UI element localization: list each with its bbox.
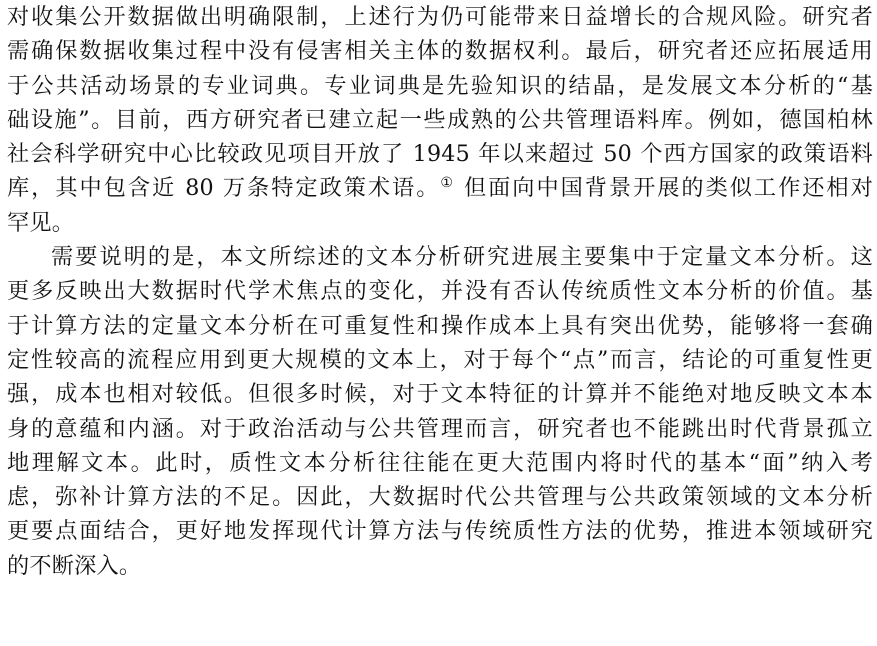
- text-line: 定性较高的流程应用到更大规模的文本上，对于每个“点”而言，结论的可重复性更: [7, 346, 873, 373]
- paragraph-2: [7, 240, 873, 583]
- text-line: 更要点面结合，更好地发挥现代计算方法与传统质性方法的优势，推进本领域研究: [7, 518, 873, 545]
- text-line: 强，成本也相对较低。但很多时候，对于文本特征的计算并不能绝对地反映文本本: [7, 381, 873, 408]
- footnote-marker[interactable]: ①: [440, 175, 455, 192]
- text-line: 地理解文本。此时，质性文本分析往往能在更大范围内将时代的基本“面”纳入考: [7, 449, 873, 476]
- text-line: 对收集公开数据做出明确限制，上述行为仍可能带来日益增长的合规风险。研究者: [7, 4, 873, 30]
- document-page: [7, 0, 873, 583]
- text-line: 于公共活动场景的专业词典。专业词典是先验知识的结晶，是发展文本分析的“基: [7, 72, 873, 99]
- text-line: 于计算方法的定量文本分析在可重复性和操作成本上具有突出优势，能够将一套确: [7, 312, 873, 339]
- text-line: 社会科学研究中心比较政见项目开放了 1945 年以来超过 50 个西方国家的政策语料: [7, 141, 873, 168]
- text-line: 身的意蕴和内涵。对于政治活动与公共管理而言，研究者也不能跳出时代背景孤立: [7, 415, 873, 442]
- paragraph-1: [7, 0, 873, 240]
- text-line: 罕见。: [7, 209, 75, 236]
- text-segment: 但面向中国背景开展的类似工作还相对: [454, 175, 873, 202]
- text-segment: 库，其中包含近 80 万条特定政策术语。: [7, 175, 441, 202]
- text-line: 的不断深入。: [7, 552, 142, 579]
- text-line: 需要说明的是，本文所综述的文本分析研究进展主要集中于定量文本分析。这: [51, 244, 873, 271]
- text-line: 础设施”。目前，西方研究者已建立起一些成熟的公共管理语料库。例如，德国柏林: [7, 106, 873, 133]
- text-line-with-footnote: [7, 171, 873, 205]
- text-line: 虑，弥补计算方法的不足。因此，大数据时代公共管理与公共政策领域的文本分析: [7, 484, 873, 511]
- text-line: 需确保数据收集过程中没有侵害相关主体的数据权利。最后，研究者还应拓展适用: [7, 38, 873, 65]
- text-line: 更多反映出大数据时代学术焦点的变化，并没有否认传统质性文本分析的价值。基: [7, 278, 873, 305]
